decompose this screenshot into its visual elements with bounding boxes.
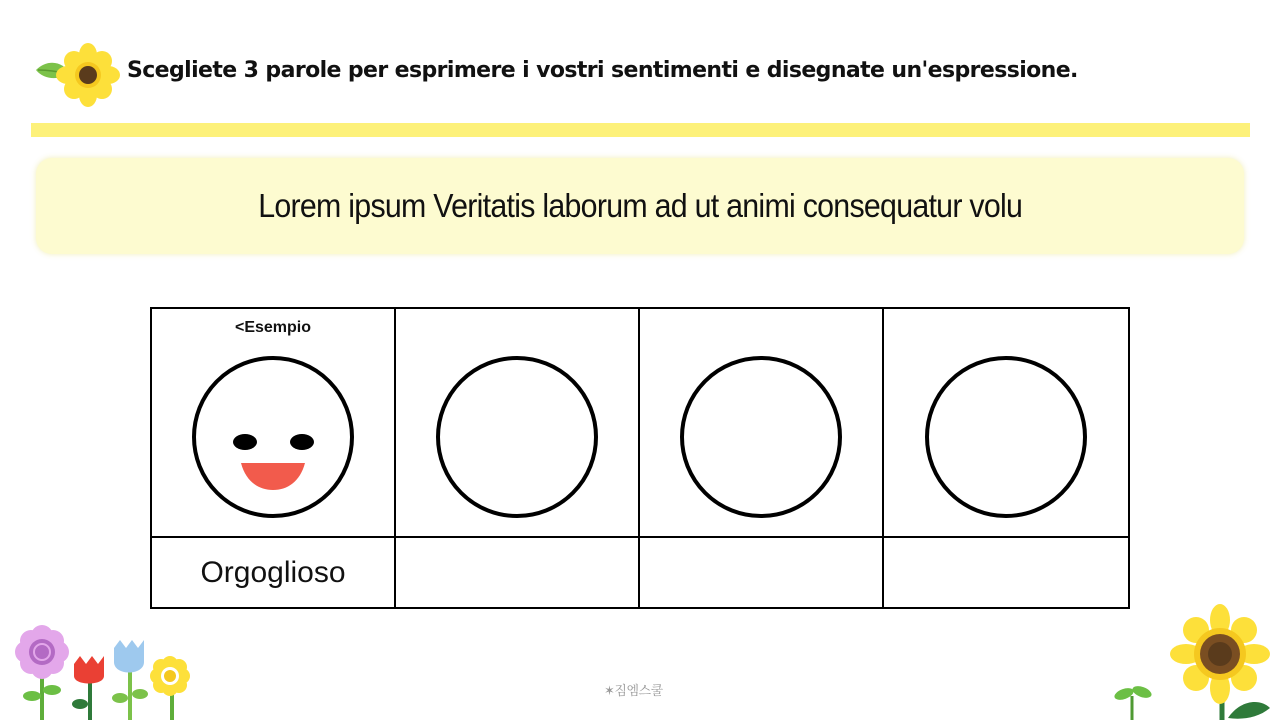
brand-watermark: ✶짐엠스쿨 (604, 684, 663, 699)
face-cell-2[interactable] (396, 309, 640, 538)
subtitle-banner (36, 158, 1244, 254)
flower-garden-icon (10, 620, 200, 720)
sunflower-icon (30, 40, 122, 110)
face-cell-4[interactable] (884, 309, 1128, 538)
word-cell-4[interactable] (884, 538, 1128, 607)
sunflower-icon (1110, 600, 1280, 720)
banner-text: Lorem ipsum Veritatis laborum ad ut animi consequatur volu (258, 187, 1022, 224)
blank-face-circle[interactable] (923, 354, 1089, 520)
word-text: Orgoglioso (200, 555, 346, 589)
word-cell-3[interactable] (640, 538, 884, 607)
face-cell-example (152, 309, 396, 538)
header (30, 40, 1250, 116)
blank-face-circle[interactable] (434, 354, 600, 520)
blank-face-circle[interactable] (678, 354, 844, 520)
example-label: <Esempio (234, 319, 312, 336)
word-cell-example (152, 538, 396, 607)
face-cell-3[interactable] (640, 309, 884, 538)
smiley-face-icon (190, 354, 356, 520)
divider-bar (31, 123, 1250, 137)
emotion-table (150, 307, 1130, 609)
page-title: Scegliete 3 parole per esprimere i vostri sentimenti e disegnate un'espressione. (127, 58, 1078, 83)
word-cell-2[interactable] (396, 538, 640, 607)
